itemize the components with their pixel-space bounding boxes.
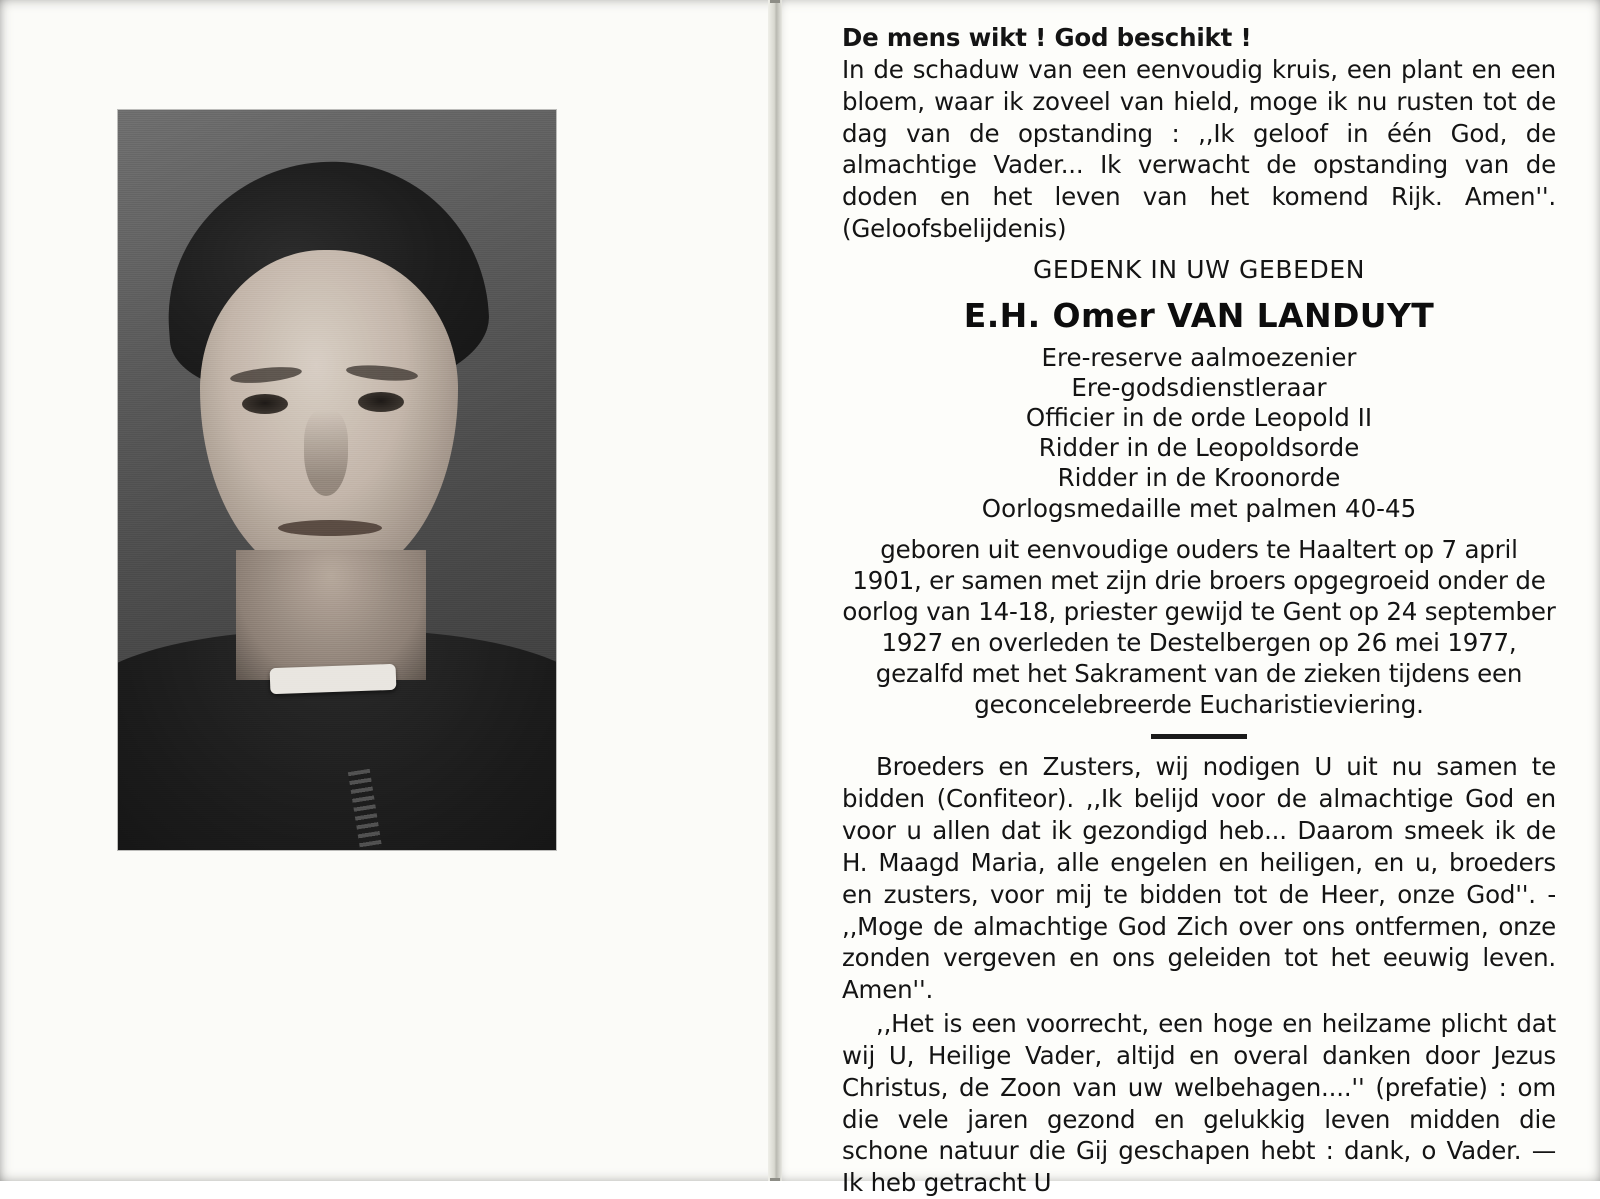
opening-line: De mens wikt ! God beschikt ! bbox=[842, 23, 1252, 52]
photo-grain-overlay bbox=[118, 110, 556, 850]
title-line: Ridder in de Leopoldsorde bbox=[1038, 433, 1360, 463]
titles-list bbox=[842, 343, 1556, 524]
left-page bbox=[0, 0, 782, 1181]
deceased-name: E.H. Omer VAN LANDUYT bbox=[963, 295, 1435, 335]
right-page bbox=[782, 0, 1600, 1198]
prayer-paragraph-1: Broeders en Zusters, wij nodigen U uit nu samen te bidden (Confiteor). ,,Ik belijd voor de almachtige God en voor u allen dat ik gezondigd heb... Daarom smeek ik de H. Maagd Maria, alle engelen en heiligen, en u, broeders en zusters, voor mij te bidden tot de Heer, onze God''. - ,,Moge de almachtige God Zich over ons ontfermen, onze zonden vergeven en ons geleiden tot het eeuwig leven. Amen''. bbox=[842, 752, 1556, 1005]
title-line: Ridder in de Kroonorde bbox=[1057, 463, 1341, 493]
title-line: Ere-reserve aalmoezenier bbox=[1041, 342, 1357, 372]
card-fold bbox=[768, 0, 782, 1181]
title-line: Ere-godsdienstleraar bbox=[1071, 373, 1327, 403]
divider-rule bbox=[1151, 734, 1247, 739]
prayer-paragraph-2: ,,Het is een voorrecht, een hoge en heilzame plicht dat wij U, Heilige Vader, altijd en overal danken door Jezus Christus, de Zoon van uw welbehagen....'' (prefatie) : om die vele jaren gezond en gelukkig leven midden die schone natuur die Gij geschapen hebt : dank, o Vader. — Ik heb getracht U bbox=[842, 1009, 1556, 1198]
title-line: Officier in de orde Leopold II bbox=[1025, 403, 1373, 433]
remember-heading: GEDENK IN UW GEBEDEN bbox=[1032, 254, 1366, 284]
biography-paragraph: geboren uit eenvoudige ouders te Haaltert op 7 april 1901, er samen met zijn drie broers opgegroeid onder de oorlog van 14-18, priester gewijd te Gent op 24 september 1927 en overleden te Destelbergen op 26 mei 1977, gezalfd met het Sakrament van de zieken tijdens een geconcelebreerde Eucharistieviering. bbox=[842, 534, 1556, 720]
fold-tick-top bbox=[770, 0, 780, 3]
intro-paragraph: In de schaduw van een eenvoudig kruis, een plant en een bloem, waar ik zoveel van hield, moge ik nu rusten tot de dag van de opstanding : ,,Ik geloof in één God, de almachtige Vader... Ik verwacht de opstanding van de doden en het leven van het komend Rijk. Amen''. (Geloofsbelijdenis) bbox=[842, 54, 1556, 244]
portrait-photo bbox=[118, 110, 556, 850]
title-line: Oorlogsmedaille met palmen 40-45 bbox=[981, 493, 1417, 523]
